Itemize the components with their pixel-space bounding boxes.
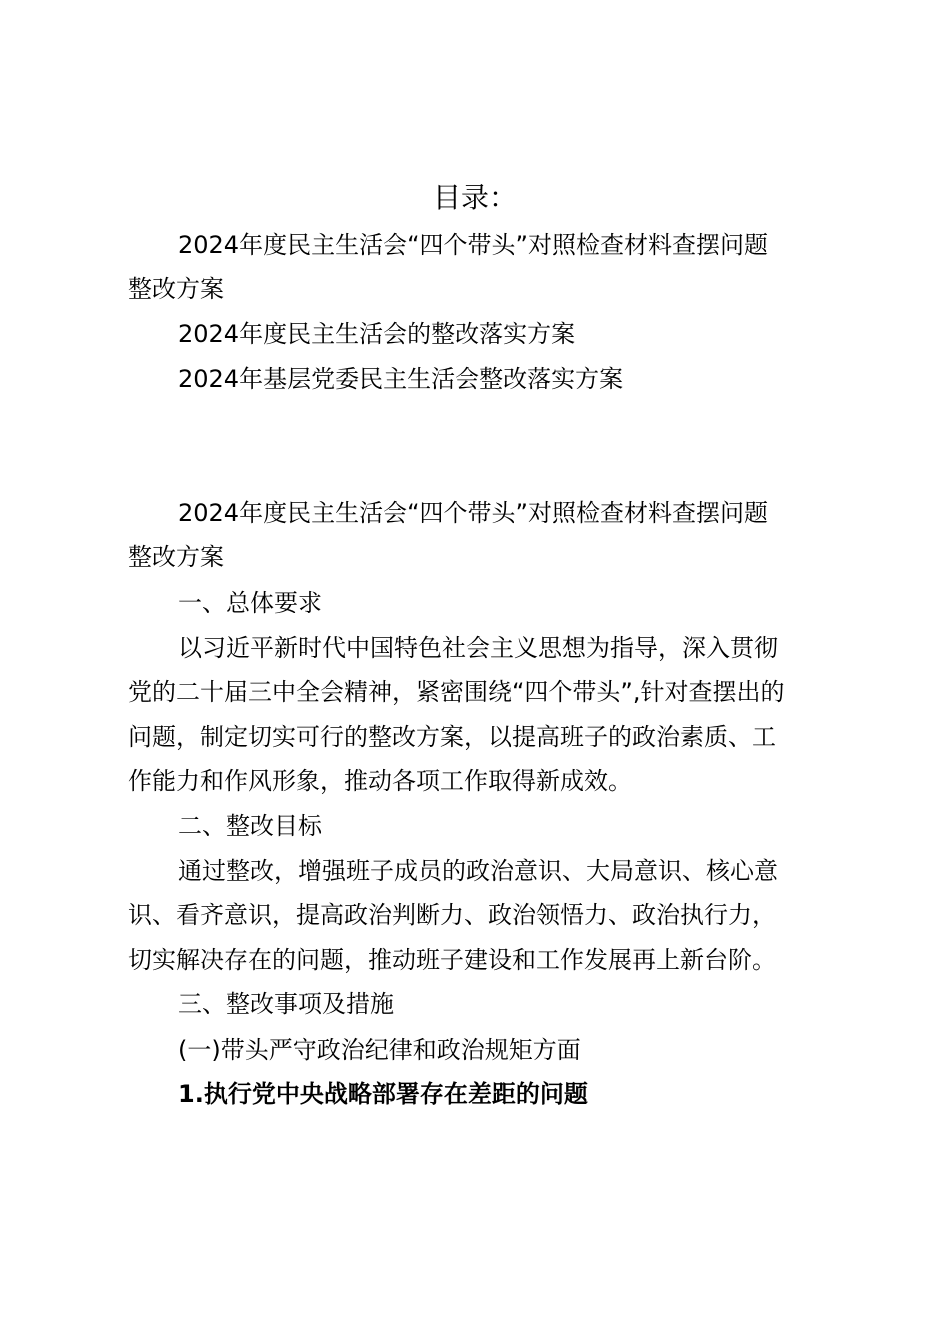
doc-title-line-1: 2024年度民主生活会“四个带头”对照检查材料查摆问题	[178, 499, 768, 527]
toc-item-3: 2024年基层党委民主生活会整改落实方案	[178, 365, 624, 393]
section-2-line-3: 切实解决存在的问题，推动班子建设和工作发展再上新台阶。	[128, 946, 776, 974]
section-1-line-4: 作能力和作风形象，推动各项工作取得新成效。	[128, 767, 632, 795]
section-3-heading: 三、整改事项及措施	[178, 990, 394, 1018]
section-2-line-2: 识、看齐意识，提高政治判断力、政治领悟力、政治执行力，	[128, 901, 776, 929]
section-2-line-1: 通过整改，增强班子成员的政治意识、大局意识、核心意	[178, 857, 778, 885]
doc-title-line-2: 整改方案	[128, 543, 224, 571]
section-1-heading: 一、总体要求	[178, 589, 322, 617]
toc-item-1-line-2: 整改方案	[128, 275, 224, 303]
section-3-subheading: (一)带头严守政治纪律和政治规矩方面	[178, 1036, 581, 1064]
toc-item-2: 2024年度民主生活会的整改落实方案	[178, 320, 576, 348]
section-1-line-3: 问题，制定切实可行的整改方案，以提高班子的政治素质、工	[128, 723, 776, 751]
toc-item-1-line-1: 2024年度民主生活会“四个带头”对照检查材料查摆问题	[178, 231, 768, 259]
section-2-heading: 二、整改目标	[178, 812, 322, 840]
section-1-line-1: 以习近平新时代中国特色社会主义思想为指导，深入贯彻	[178, 634, 778, 662]
section-3-item-1: 1.执行党中央战略部署存在差距的问题	[178, 1080, 588, 1108]
toc-title: 目录：	[432, 181, 517, 214]
section-1-line-2: 党的二十届三中全会精神，紧密围绕“四个带头”,针对查摆出的	[128, 678, 785, 706]
